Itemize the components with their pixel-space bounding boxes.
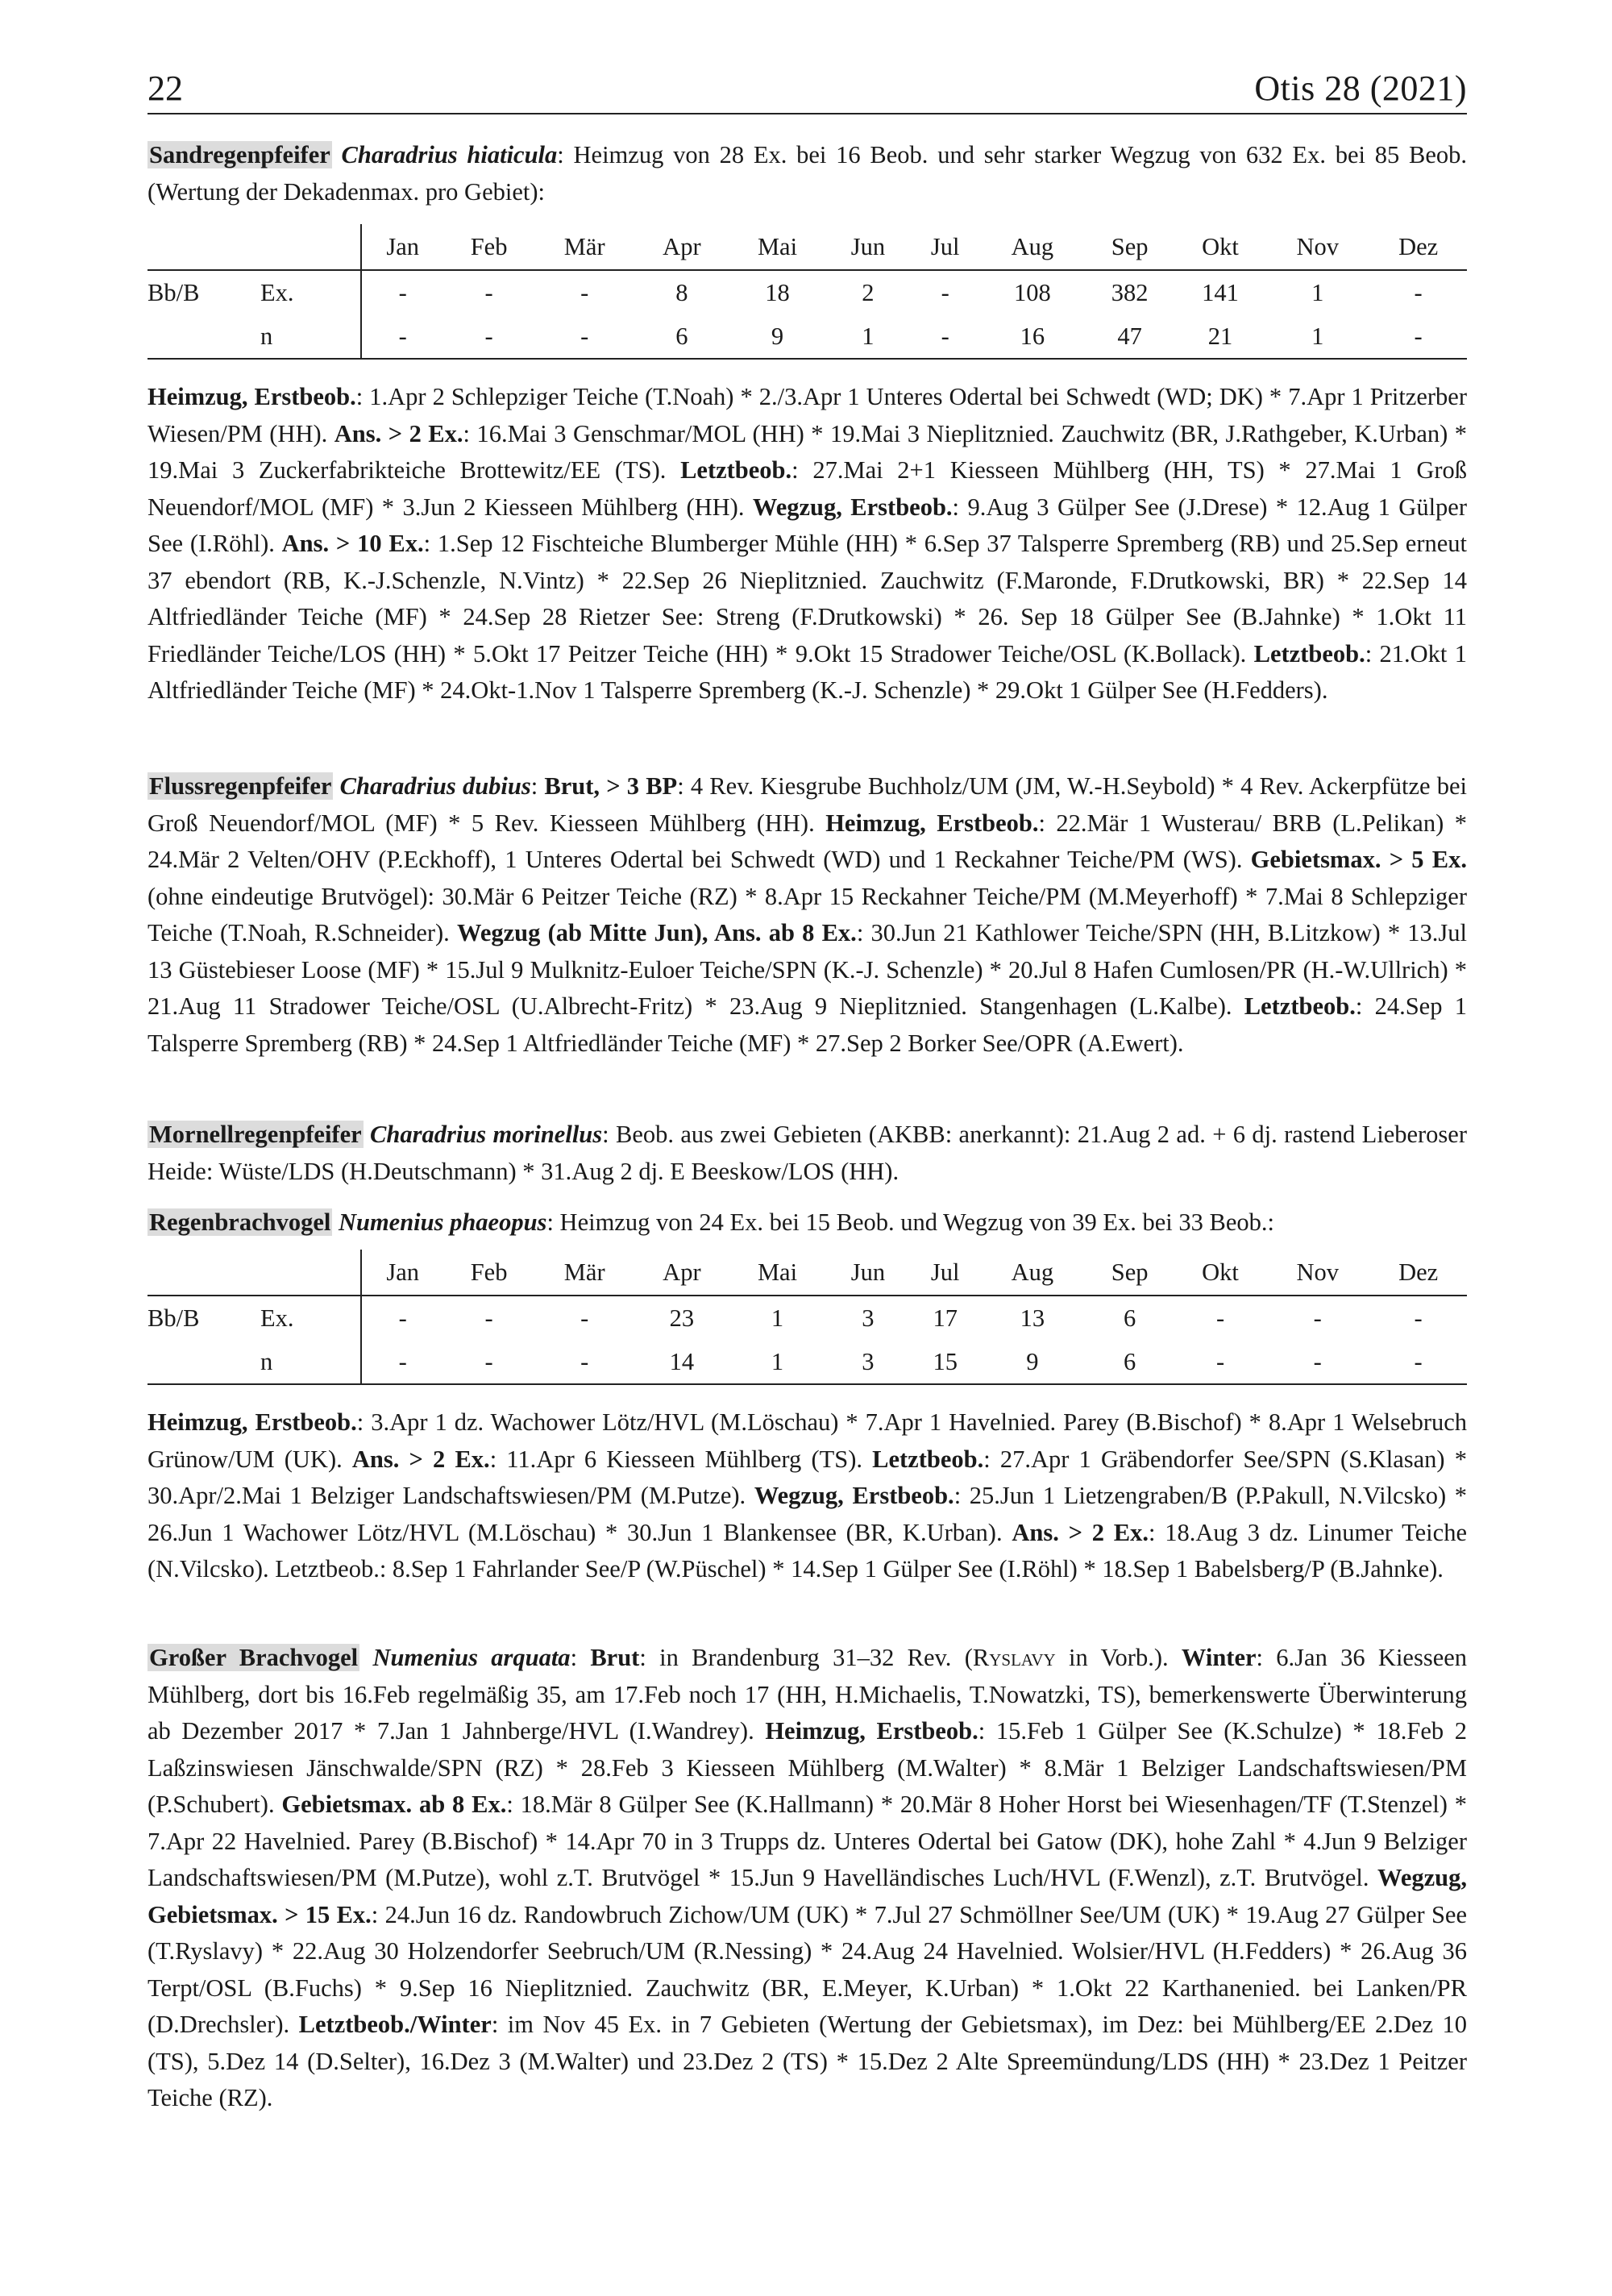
month-header: Aug [980, 224, 1084, 270]
section-label: Ans. > 2 Ex. [351, 1445, 490, 1473]
obs-text: : 1.Apr 2 Schlepziger Teiche (T.Noah) * 2./3.Apr 1 Unteres Odertal bei Schwedt (WD; DK) * 7.Apr 1 Pritzerber Wiesen/PM (HH). [147, 383, 1468, 447]
section-label: Brut [590, 1644, 640, 1671]
table-row [147, 270, 1467, 314]
table-cell: 13 [1020, 1304, 1045, 1332]
species-name: Mornellregenpfeifer [149, 1121, 362, 1148]
page-header [147, 63, 1467, 114]
obs-text: : 3.Apr 1 dz. Wachower Lötz/HVL (M.Löschau) * 7.Apr 1 Havelnied. Parey (B.Bischof) * 8.Apr 1 Welsebruch Grünow/UM (UK). [147, 1408, 1468, 1473]
table-cell: - [361, 270, 443, 314]
row-label: Ex. [260, 1304, 294, 1332]
month-header: Mai [729, 1250, 826, 1296]
month-header: Apr [635, 1250, 729, 1296]
obs-text: : 18.Aug 3 dz. Linumer Teiche (N.Vilcsko). Letztbeob.: 8.Sep 1 Fahrlander See/P (W.Püschel) * 14.Sep 1 Gülper See (I.Röhl) * 18.Sep 1 Babelsberg/P (B.Jahnke). [147, 1518, 1467, 1583]
table-cell: - [1175, 1340, 1265, 1384]
table-cell: - [1414, 278, 1423, 306]
table-cell: - [580, 278, 589, 306]
table-cell: - [361, 314, 443, 359]
table-cell: 21 [1175, 314, 1265, 359]
obs-text: : Beob. aus zwei Gebieten (AKBB: anerkannt): 21.Aug 2 ad. + 6 dj. rastend Lieberoser Heide: Wüste/LDS (H.Deutschmann) * 31.Aug 2 dj. E Beeskow/LOS (HH). [147, 1121, 1467, 1185]
table-cell: 6 [635, 314, 729, 359]
obs-text: : 9.Aug 3 Gülper See (J.Drese) * 12.Aug 1 Gülper See (I.Röhl). [147, 493, 1467, 557]
section-label: Heimzug, Erstbeob. [147, 383, 356, 410]
section-label: Wegzug, Gebietsmax. > 15 Ex. [147, 1864, 1467, 1928]
sandregenpfeifer-observations [147, 379, 1467, 709]
month-header: Mär [534, 1250, 635, 1296]
section-label: Brut, > 3 BP [544, 772, 678, 800]
obs-text: (ohne eindeutige Brutvögel): 30.Mär 6 Peitzer Teiche (RZ) * 8.Apr 15 Reckahner Teiche/PM (M.Meyerhoff) * 7.Mai 8 Schlepziger Teiche (T.Noah, R.Schneider). [147, 882, 1467, 946]
section-label: Ans. > 2 Ex. [1012, 1518, 1149, 1546]
table-cell: 1 [771, 1304, 784, 1332]
section-label: Ans. > 10 Ex. [281, 530, 424, 557]
table-cell: - [1369, 314, 1467, 359]
obs-text: : 27.Mai 2+1 Kiesseen Mühlberg (HH, TS) * 27.Mai 1 Groß Neuendorf/MOL (MF) * 3.Jun 2 Kiesseen Mühlberg (HH). [147, 456, 1467, 521]
month-header: Mai [729, 224, 826, 270]
table-cell: - [1313, 1304, 1322, 1332]
section-label: Heimzug, Erstbeob. [825, 809, 1039, 837]
table-cell: - [941, 278, 949, 306]
month-header: Sep [1084, 1250, 1174, 1296]
obs-text: : [570, 1644, 591, 1671]
section-label: Ans. > 2 Ex. [334, 419, 463, 447]
section-label: Gebietsmax. ab 8 Ex. [281, 1791, 507, 1818]
region-label: Bb/B [147, 278, 200, 306]
obs-text: : 1.Sep 12 Fischteiche Blumberger Mühle (HH) * 6.Sep 37 Talsperre Spremberg (RB) und 25.Sep erneut 37 ebendort (RB, K.-J.Schenzle, N.Vintz) * 22.Sep 26 Nieplitznied. Zauchwitz (F.Maronde, F.Drutkowski, BR) * 22.Sep 14 Altfriedländer Teiche (MF) * 24.Sep 28 Rietzer See: Streng (F.Drutkowski) * 26. Sep 18 Gülper See (B.Jahnke) * 1.Okt 11 Friedländer Teiche/LOS (HH) * 5.Okt 17 Peitzer Teiche (HH) * 9.Okt 15 Stradower Teiche/OSL (K.Bollack). [147, 530, 1467, 668]
table-cell: 108 [1014, 278, 1051, 306]
obs-text: : [530, 772, 545, 800]
author-smallcaps: Ryslavy [972, 1644, 1056, 1671]
migration-table-regenbrachvogel [147, 1250, 1467, 1385]
section-label: Heimzug, Erstbeob. [765, 1717, 978, 1745]
obs-text: : in Brandenburg 31–32 Rev. ( [639, 1644, 973, 1671]
intro-text: : Heimzug von 28 Ex. bei 16 Beob. und sehr starker Wegzug von 632 Ex. bei 85 Beob. (Wertung der Dekadenmax. pro Gebiet): [147, 141, 1467, 206]
table-cell: - [1265, 1340, 1369, 1384]
section-label: Letztbeob. [872, 1445, 984, 1473]
journal-title: Otis 28 (2021) [1254, 69, 1467, 108]
table-row [147, 1296, 1467, 1340]
section-label: Letztbeob. [1244, 992, 1356, 1020]
migration-table-sandregenpfeifer [147, 224, 1467, 360]
month-header: Jul [910, 1250, 980, 1296]
month-header: Okt [1175, 224, 1265, 270]
month-header: Feb [443, 224, 534, 270]
month-header: Jul [910, 224, 980, 270]
table-cell: 1 [729, 1340, 826, 1384]
table-cell: 15 [910, 1340, 980, 1384]
table-cell: 1 [1265, 314, 1369, 359]
month-header: Dez [1369, 1250, 1467, 1296]
table-cell: 14 [635, 1340, 729, 1384]
month-header: Jun [826, 224, 910, 270]
table-cell: 17 [933, 1304, 958, 1332]
table-cell: 9 [729, 314, 826, 359]
species-name: Regenbrachvogel [149, 1208, 331, 1236]
species-name: Großer Brachvogel [149, 1644, 359, 1671]
month-header: Okt [1175, 1250, 1265, 1296]
obs-text: : 16.Mai 3 Genschmar/MOL (HH) * 19.Mai 3 Nieplitznied. Zauchwitz (BR, J.Rathgeber, K.Urban) * 19.Mai 3 Zuckerfabrikteiche Brottewitz/EE (TS). [147, 419, 1467, 484]
table-header-row [147, 224, 1467, 270]
table-cell: - [361, 1340, 443, 1384]
table-cell: - [1215, 1304, 1225, 1332]
table-cell: - [484, 278, 493, 306]
month-header: Dez [1369, 224, 1467, 270]
obs-text: : 24.Jun 16 dz. Randowbruch Zichow/UM (UK) * 7.Jul 27 Schmöllner See/UM (UK) * 19.Aug 27 Gülper See (T.Ryslavy) * 22.Aug 30 Holzendorfer Seebruch/UM (R.Nessing) * 24.Aug 24 Havelnied. Wolsier/HVL (H.Fedders) * 26.Aug 36 Terpt/OSL (B.Fuchs) * 9.Sep 16 Nieplitznied. Zauchwitz (BR, E.Meyer, K.Urban) * 1.Okt 22 Karthanenied. bei Lanken/PR (D.Drechsler). [147, 1900, 1467, 2038]
section-label: Gebietsmax. > 5 Ex. [1250, 846, 1467, 873]
table-cell: - [580, 1304, 589, 1332]
intro-text: : Heimzug von 24 Ex. bei 15 Beob. und Wegzug von 39 Ex. bei 33 Beob.: [546, 1208, 1274, 1236]
table-cell: 3 [862, 1304, 875, 1332]
table-cell: - [361, 1296, 443, 1340]
month-header: Nov [1265, 1250, 1369, 1296]
section-label: Wegzug, Erstbeob. [752, 493, 953, 521]
table-header-row [147, 1250, 1467, 1296]
species-name: Flussregenpfeifer [149, 772, 332, 800]
table-cell: 141 [1202, 278, 1239, 306]
table-cell: - [443, 314, 534, 359]
obs-text: : 24.Sep 1 Talsperre Spremberg (RB) * 24.Sep 1 Altfriedländer Teiche (MF) * 27.Sep 2 Borker See/OPR (A.Ewert). [147, 992, 1468, 1057]
flussregenpfeifer-entry [147, 768, 1467, 1062]
table-cell: - [534, 314, 635, 359]
scientific-name: Charadrius morinellus [370, 1121, 603, 1148]
scientific-name: Numenius phaeopus [338, 1208, 547, 1236]
month-header: Nov [1265, 224, 1369, 270]
table-cell: - [443, 1340, 534, 1384]
table-row [147, 1340, 1467, 1384]
table-cell: - [534, 1340, 635, 1384]
sandregenpfeifer-intro [147, 137, 1467, 210]
obs-text: : 22.Mär 1 Wusterau/ BRB (L.Pelikan) * 24.Mär 2 Velten/OHV (P.Eckhoff), 1 Unteres Odertal bei Schwedt (WD) und 1 Reckahner Teiche/PM (WS). [147, 809, 1467, 873]
scientific-name: Numenius arquata [372, 1644, 571, 1671]
month-header: Aug [980, 1250, 1084, 1296]
table-cell: 23 [669, 1304, 695, 1332]
section-label: Wegzug (ab Mitte Jun), Ans. ab 8 Ex. [457, 919, 857, 946]
regenbrachvogel-observations [147, 1404, 1467, 1588]
obs-text: : 11.Apr 6 Kiesseen Mühlberg (TS). [489, 1445, 873, 1473]
table-cell: 6 [1124, 1304, 1136, 1332]
table-cell: 9 [980, 1340, 1084, 1384]
row-label: Ex. [260, 278, 294, 306]
section-label: Winter [1181, 1644, 1257, 1671]
table-cell: - [910, 314, 980, 359]
section-label: Letztbeob./Winter [298, 2011, 492, 2038]
obs-text: : im Nov 45 Ex. in 7 Gebieten (Wertung der Gebietsmax), im Dez: bei Mühlberg/EE 2.Dez 10 (TS), 5.Dez 14 (D.Selter), 16.Dez 3 (M.Walter) und 23.Dez 2 (TS) * 15.Dez 2 Alte Spreemündung/LDS (HH) * 23.Dez 1 Peitzer Teiche (RZ). [147, 2011, 1467, 2111]
regenbrachvogel-intro [147, 1204, 1467, 1242]
table-cell: 16 [980, 314, 1084, 359]
mornellregenpfeifer-entry [147, 1117, 1467, 1190]
table-cell: - [484, 1304, 493, 1332]
month-header: Feb [443, 1250, 534, 1296]
table-cell: - [1414, 1304, 1423, 1332]
section-label: Letztbeob. [680, 456, 792, 484]
row-label: n [260, 314, 361, 359]
table-cell: 1 [826, 314, 910, 359]
table-cell: 47 [1084, 314, 1174, 359]
page-number: 22 [147, 69, 183, 108]
scientific-name: Charadrius hiaticula [341, 141, 558, 168]
table-cell: - [1369, 1340, 1467, 1384]
obs-text: : 27.Apr 1 Gräbendorfer See/SPN (S.Klasan) * 30.Apr/2.Mai 1 Belziger Landschaftswiesen/PM (M.Putze). [147, 1445, 1467, 1509]
obs-text: in Vorb.). [1055, 1644, 1182, 1671]
section-label: Wegzug, Erstbeob. [754, 1482, 954, 1509]
row-label: n [260, 1340, 361, 1384]
month-header: Jun [826, 1250, 910, 1296]
obs-text: : 21.Okt 1 Altfriedländer Teiche (MF) * 24.Okt-1.Nov 1 Talsperre Spremberg (K.-J. Schenzle) * 29.Okt 1 Gülper See (H.Fedders). [147, 639, 1467, 704]
month-header: Jan [361, 224, 443, 270]
table-cell: 1 [1311, 278, 1324, 306]
table-cell: 8 [675, 278, 688, 306]
section-label: Heimzug, Erstbeob. [147, 1408, 357, 1436]
month-header: Jan [361, 1250, 443, 1296]
species-name: Sandregenpfeifer [149, 141, 330, 168]
obs-text: : 18.Mär 8 Gülper See (K.Hallmann) * 20.Mär 8 Hoher Horst bei Wiesenhagen/TF (T.Stenzel) * 7.Apr 22 Havelnied. Parey (B.Bischof) * 14.Apr 70 in 3 Trupps dz. Unteres Odertal bei Gatow (DK), hohe Zahl * 4.Jun 9 Belziger Landschaftswiesen/PM (M.Putze), wohl z.T. Brutvögel * 15.Jun 9 Havelländisches Luch/HVL (F.Wenzl), z.T. Brutvögel. [147, 1791, 1467, 1891]
obs-text: : 15.Feb 1 Gülper See (K.Schulze) * 18.Feb 2 Laßzinswiesen Jänschwalde/SPN (RZ) * 28.Feb 3 Kiesseen Mühlberg (M.Walter) * 8.Mär 1 Belziger Landschaftswiesen/PM (P.Schubert). [147, 1717, 1467, 1818]
obs-text: : 6.Jan 36 Kiesseen Mühlberg, dort bis 16.Feb regelmäßig 35, am 17.Feb noch 17 (HH, H.Michaelis, T.Nowatzki, TS), bemerkenswerte Überwinterung ab Dezember 2017 * 7.Jan 1 Jahnberge/HVL (I.Wandrey). [147, 1644, 1468, 1745]
table-cell: 382 [1111, 278, 1149, 306]
obs-text: : 4 Rev. Kiesgrube Buchholz/UM (JM, W.-H.Seybold) * 4 Rev. Ackerpfütze bei Groß Neuendorf/MOL (MF) * 5 Rev. Kiesseen Mühlberg (HH). [147, 772, 1468, 837]
month-header: Apr [635, 224, 729, 270]
section-label: Letztbeob. [1253, 639, 1365, 668]
grosser-brachvogel-entry [147, 1640, 1467, 2117]
month-header: Mär [534, 224, 635, 270]
month-header: Sep [1084, 224, 1174, 270]
table-cell: 2 [862, 278, 875, 306]
table-row [147, 314, 1467, 359]
table-cell: 18 [765, 278, 790, 306]
region-label: Bb/B [147, 1304, 200, 1332]
obs-text: : 25.Jun 1 Lietzengraben/B (P.Pakull, N.Vilcsko) * 26.Jun 1 Wachower Lötz/HVL (M.Löschau) * 30.Jun 1 Blankensee (BR, K.Urban). [147, 1482, 1467, 1546]
table-cell: 6 [1084, 1340, 1174, 1384]
table-cell: 3 [826, 1340, 910, 1384]
scientific-name: Charadrius dubius [339, 772, 531, 800]
obs-text: : 30.Jun 21 Kathlower Teiche/SPN (HH, B.Litzkow) * 13.Jul 13 Güstebieser Loose (MF) * 15.Jul 9 Mulknitz-Euloer Teiche/SPN (K.-J. Schenzle) * 20.Jul 8 Hafen Cumlosen/PR (H.-W.Ullrich) * 21.Aug 11 Stradower Teiche/OSL (U.Albrecht-Fritz) * 23.Aug 9 Nieplitznied. Stangenhagen (L.Kalbe). [147, 919, 1468, 1020]
